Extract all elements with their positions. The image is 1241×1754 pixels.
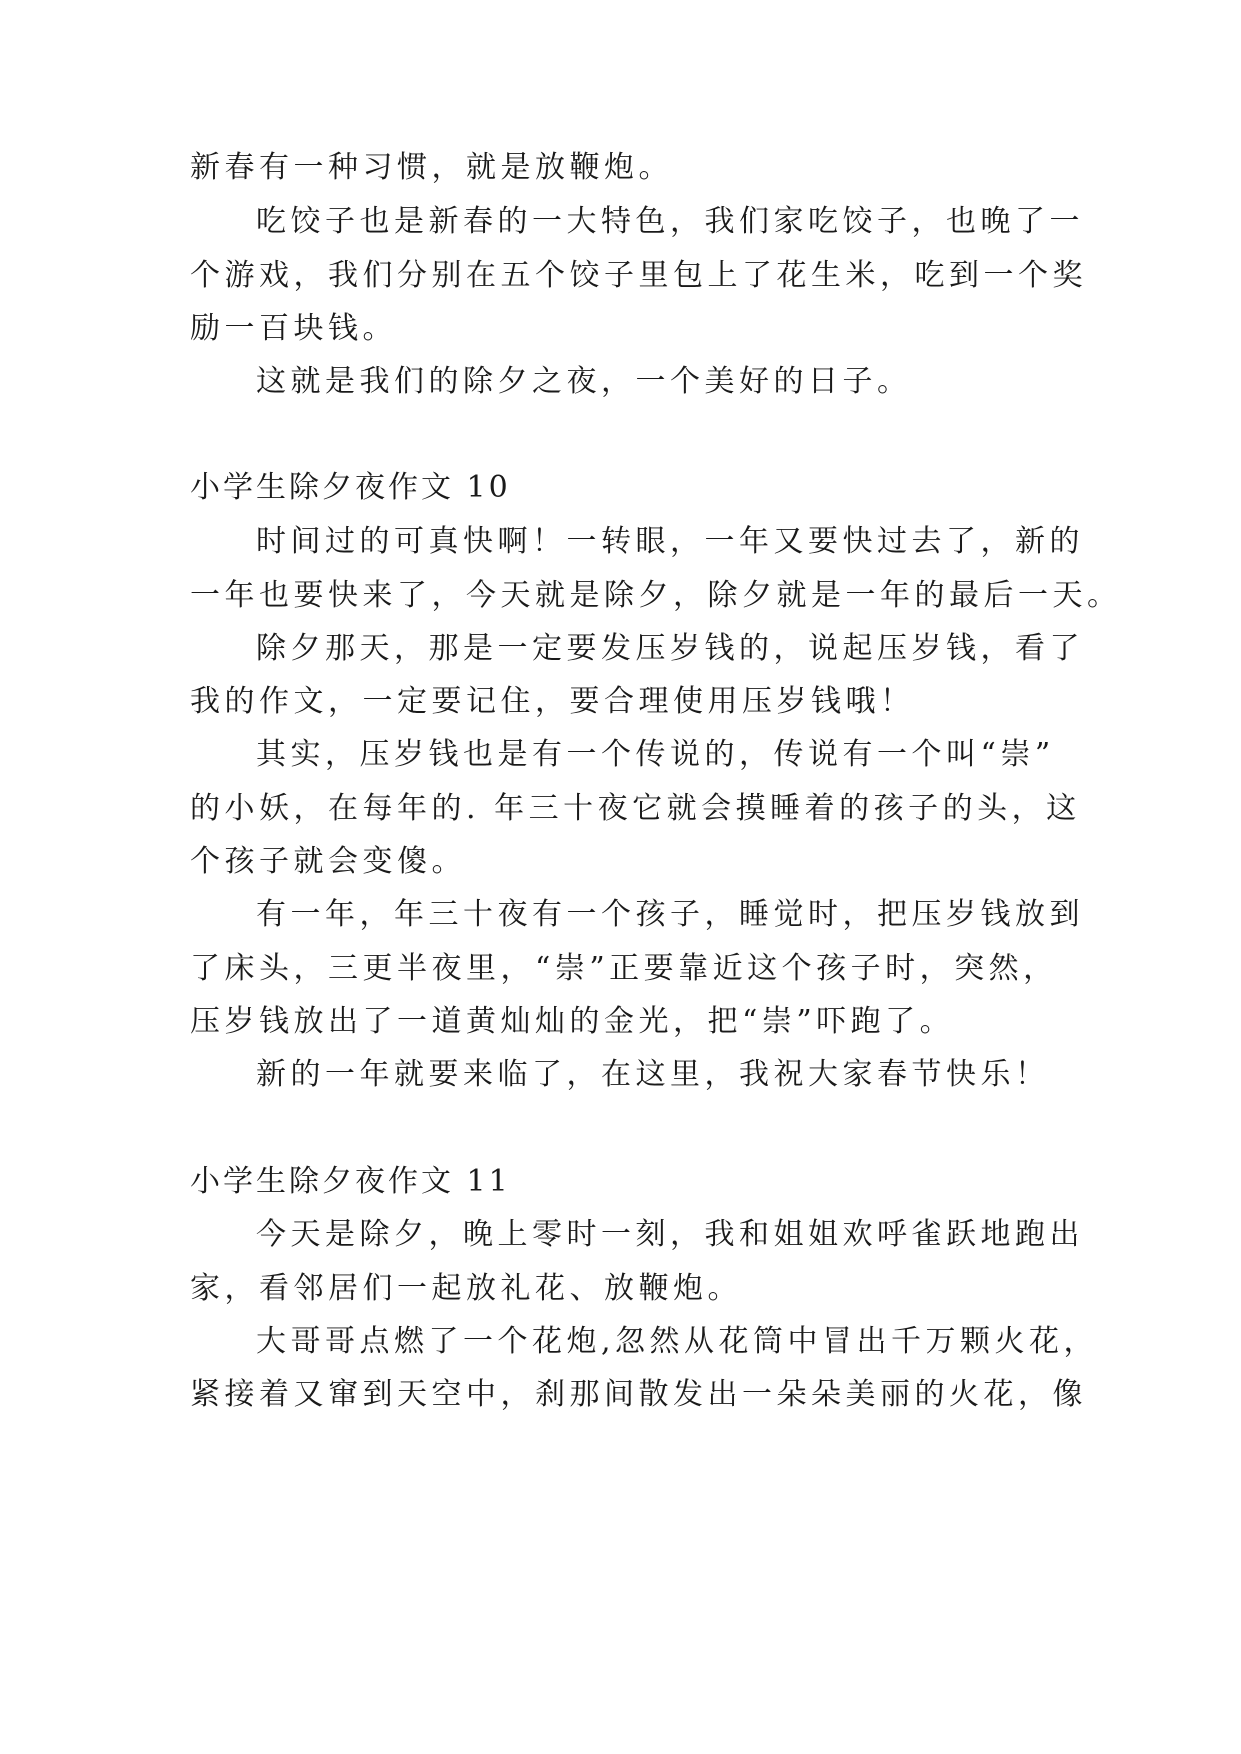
paragraph-line: 时间过的可真快啊！一转眼，一年又要快过去了，新的: [256, 524, 1084, 559]
paragraph-line: 我的作文，一定要记住，要合理使用压岁钱哦！: [190, 684, 915, 719]
paragraph-line: 励一百块钱。: [190, 311, 397, 346]
paragraph-line: 一年也要快来了，今天就是除夕，除夕就是一年的最后一天。: [190, 578, 1122, 613]
paragraph-line: 大哥哥点燃了一个花炮,忽然从花筒中冒出千万颗火花，: [256, 1324, 1099, 1359]
paragraph-line: 个游戏，我们分别在五个饺子里包上了花生米，吃到一个奖: [190, 258, 1087, 293]
paragraph-line: 了床头，三更半夜里，“崇”正要靠近这个孩子时，突然，: [190, 951, 1058, 986]
paragraph-line: 吃饺子也是新春的一大特色，我们家吃饺子，也晚了一: [256, 204, 1084, 239]
paragraph-line: 新的一年就要来临了，在这里，我祝大家春节快乐！: [256, 1057, 1050, 1092]
paragraph-line: 今天是除夕，晚上零时一刻，我和姐姐欢呼雀跃地跑出: [256, 1217, 1084, 1252]
paragraph-line: 这就是我们的除夕之夜，一个美好的日子。: [256, 364, 912, 399]
paragraph-line: 紧接着又窜到天空中，刹那间散发出一朵朵美丽的火花，像: [190, 1377, 1087, 1412]
paragraph-line: 新春有一种习惯，就是放鞭炮。: [190, 150, 673, 185]
essay-10-title: 小学生除夕夜作文 10: [190, 470, 511, 505]
paragraph-line: 个孩子就会变傻。: [190, 844, 466, 879]
paragraph-line: 的小妖，在每年的. 年三十夜它就会摸睡着的孩子的头，这: [190, 791, 1081, 826]
paragraph-line: 压岁钱放出了一道黄灿灿的金光，把“崇”吓跑了。: [190, 1004, 955, 1039]
paragraph-line: 除夕那天，那是一定要发压岁钱的，说起压岁钱，看了: [256, 631, 1084, 666]
paragraph-line: 家，看邻居们一起放礼花、放鞭炮。: [190, 1271, 742, 1306]
essay-11-title: 小学生除夕夜作文 11: [190, 1164, 511, 1199]
paragraph-line: 有一年，年三十夜有一个孩子，睡觉时，把压岁钱放到: [256, 897, 1084, 932]
paragraph-line: 其实，压岁钱也是有一个传说的，传说有一个叫“崇”: [256, 737, 1055, 772]
